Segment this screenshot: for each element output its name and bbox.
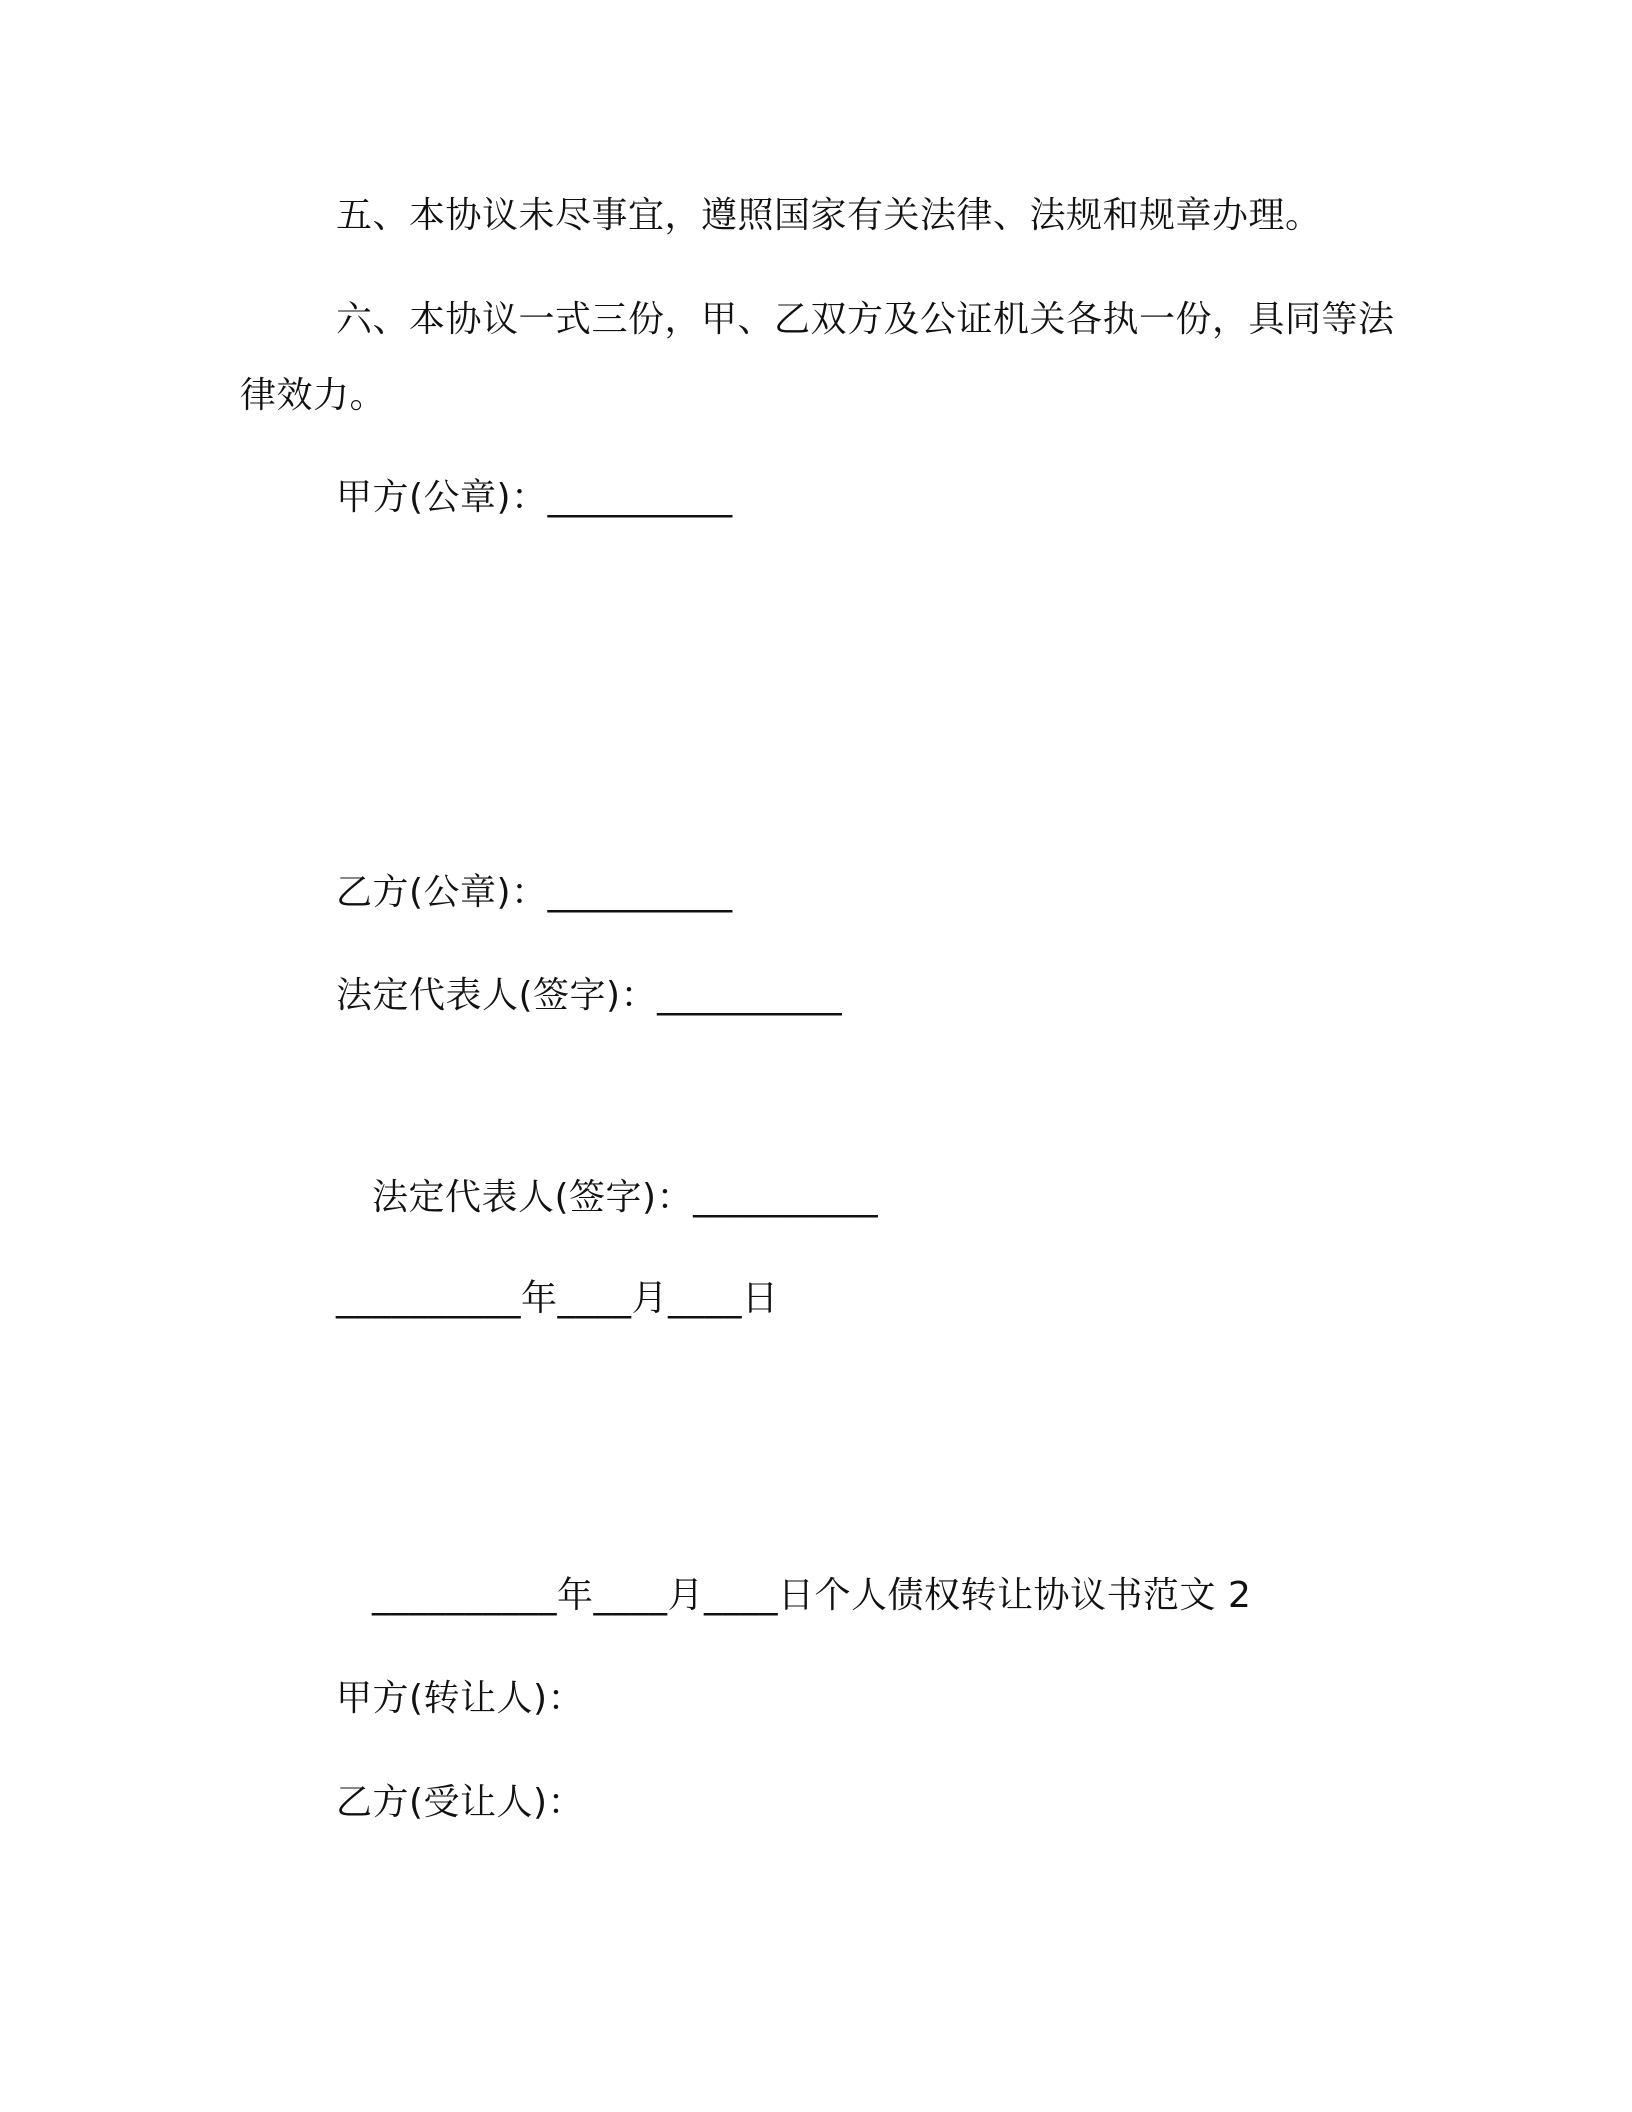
legal-representative-signature-line: 法定代表人(签字)：__________ [336,975,843,1016]
clause-5: 五、本协议未尽事宜，遵照国家有关法律、法规和规章办理。 [336,195,1322,236]
party-a-seal-line: 甲方(公章)：__________ [336,477,733,518]
date-title-line: __________年____月____日个人债权转让协议书范文 2 [372,1575,1252,1616]
transferor-line: 甲方(转让人)： [336,1678,585,1719]
legal-representative-signature-line-2: 法定代表人(签字)：__________ [372,1177,879,1218]
clause-6: 六、本协议一式三份，甲、乙双方及公证机关各执一份，具同等法律效力。 [240,299,1395,416]
party-b-seal-line: 乙方(公章)：__________ [336,872,733,913]
date-line: __________年____月____日 [336,1278,779,1319]
transferee-line: 乙方(受让人)： [336,1782,585,1823]
